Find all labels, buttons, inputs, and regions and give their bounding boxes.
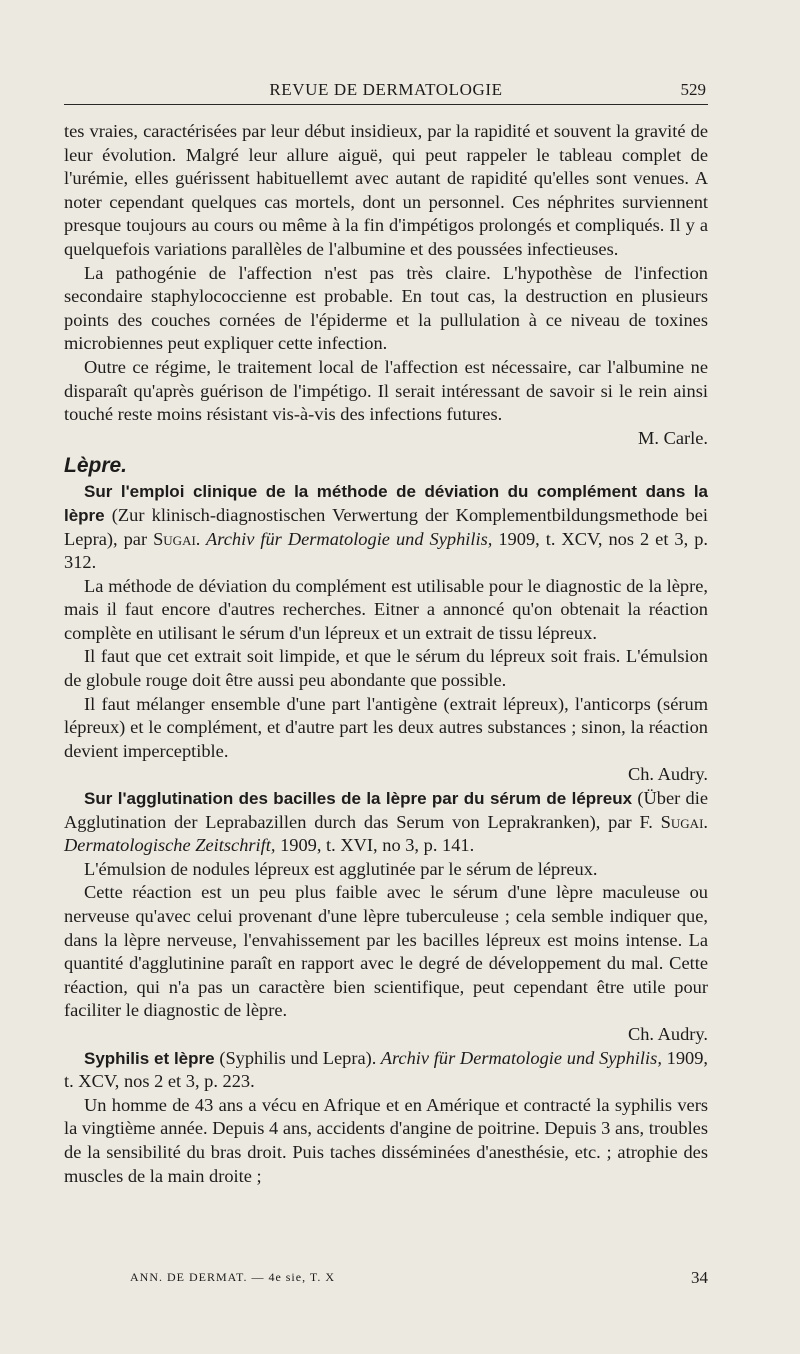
sheet-number: 34	[691, 1268, 708, 1287]
paragraph: Un homme de 43 ans a vécu en Afrique et en Amérique et contracté la syphilis vers la vingtième année. Depuis 4 ans, accidents d'angine de poitrine. Depuis 3 ans, troubles de la sensibilité du bras droit. Puis taches disséminées d'anesthésie, etc. ; atrophie des muscles de la main droite ;	[64, 1094, 708, 1186]
abstract-citation	[64, 480, 708, 574]
paragraph: La pathogénie de l'affection n'est pas très claire. L'hypothèse de l'infection secondaire staphylococcienne est probable. En tout cas, la destruction en plusieurs points des couches cornées de l'épiderme et la pullulation à ce niveau de toxines microbiennes peut expliquer cette infection.	[64, 262, 708, 354]
abstract-title: Syphilis et lèpre	[84, 1048, 215, 1068]
original-title: (Zur klinisch-diagnostischen Verwertung der Komplementbildungsmethode bei Lepra), par	[64, 504, 708, 549]
section-heading: Lèpre.	[64, 454, 128, 478]
abstract-title: Sur l'emploi clinique de la méthode de déviation du complément dans la lèpre	[64, 482, 708, 525]
reference: 1909, t. XCV, nos 2 et 3, p. 223.	[64, 1047, 709, 1092]
author-signature: Ch. Audry.	[627, 764, 708, 785]
page-number: 529	[680, 80, 706, 99]
paragraph	[64, 693, 708, 787]
reference: 1909, t. XVI, no 3, p. 141.	[275, 835, 475, 856]
abstract-citation	[64, 1047, 708, 1094]
author-signature: Ch. Audry.	[627, 1023, 708, 1044]
paragraph: Il faut que cet extrait soit limpide, et que le sérum du lépreux soit frais. L'émulsion de globule rouge doit être aussi peu abondante que possible.	[64, 646, 708, 691]
paragraph: L'émulsion de nodules lépreux est agglutinée par le sérum de lépreux.	[84, 858, 598, 879]
paragraph	[64, 356, 708, 450]
signature-line: ANN. DE DERMAT. — 4e sie, T. X	[130, 1270, 335, 1284]
page-body	[64, 120, 708, 1188]
paragraph	[64, 881, 708, 1046]
page-header	[64, 80, 708, 105]
paragraph: tes vraies, caractérisées par leur début insidieux, par la rapidité et souvent la gravité de leur évolution. Malgré leur allure aiguë, qui peut rappeler le tableau complet de l'urémie, elles guérissent habituellemt avec autant de rapidité qu'elles sont venues. A noter cependant quelques cas mortels, dont un personnel. Ces néphrites surviennent presque toujours au cours ou même à la fin d'impétigos prolongés et compliqués. Il y a quelquefois variations parallèles de l'albumine et des poussées infectieuses.	[64, 121, 708, 259]
original-title: (Syphilis und Lepra).	[214, 1047, 377, 1068]
journal-name: Dermatologische Zeitschrift,	[64, 835, 276, 856]
reference: 1909, t. XCV, nos 2 et 3, p. 312.	[64, 528, 709, 573]
author-name: Sugai.	[153, 528, 201, 549]
abstract-citation	[64, 787, 708, 858]
journal-name: Archiv für Dermatologie und Syphilis,	[376, 1047, 662, 1068]
original-title: (Über die Agglutination der Leprabazillen durch das Serum von Leprakranken), par F.	[64, 788, 708, 832]
author-signature: M. Carle.	[638, 427, 708, 448]
journal-name: Archiv für Dermatologie und Syphilis,	[200, 528, 493, 549]
abstract-title: Sur l'agglutination des bacilles de la lèpre par du sérum de lépreux	[84, 789, 633, 809]
running-title: REVUE DE DERMATOLOGIE	[269, 80, 503, 99]
paragraph-text: Cette réaction est un peu plus faible avec le sérum d'une lèpre maculeuse ou nerveuse qu'avec celui provenant d'une lèpre tuberculeuse ; cela semble indiquer que, dans la lèpre nerveuse, l'envahissement par les bacilles lépreux est moins intense. La quantité d'agglutinine paraît en rapport avec le degré de développement du mal. Cette réaction, qui n'a pas un caractère bien scientifique, peut cependant être utile pour faciliter le diagnostic de lèpre.	[64, 882, 708, 1021]
paragraph-text: Il faut mélanger ensemble d'une part l'antigène (extrait lépreux), l'anticorps (sérum lépreux) et le complément, et d'autre part les deux autres substances ; sinon, la réaction devient imperceptible.	[64, 693, 708, 761]
page-footer	[130, 1270, 708, 1285]
author-name: Sugai.	[660, 811, 708, 832]
paragraph-text: Outre ce régime, le traitement local de l'affection est nécessaire, car l'albumine ne disparaît qu'après guérison de l'impétigo. Il serait intéressant de savoir si le rein ainsi touché reste moins résistant vis-à-vis des infections futures.	[64, 356, 708, 425]
paragraph: La méthode de déviation du complément est utilisable pour le diagnostic de la lèpre, mais il faut encore d'autres recherches. Eitner a annoncé qu'on obtenait la réaction complète en utilisant le sérum d'un lépreux et un extrait de tissu lépreux.	[64, 575, 708, 643]
